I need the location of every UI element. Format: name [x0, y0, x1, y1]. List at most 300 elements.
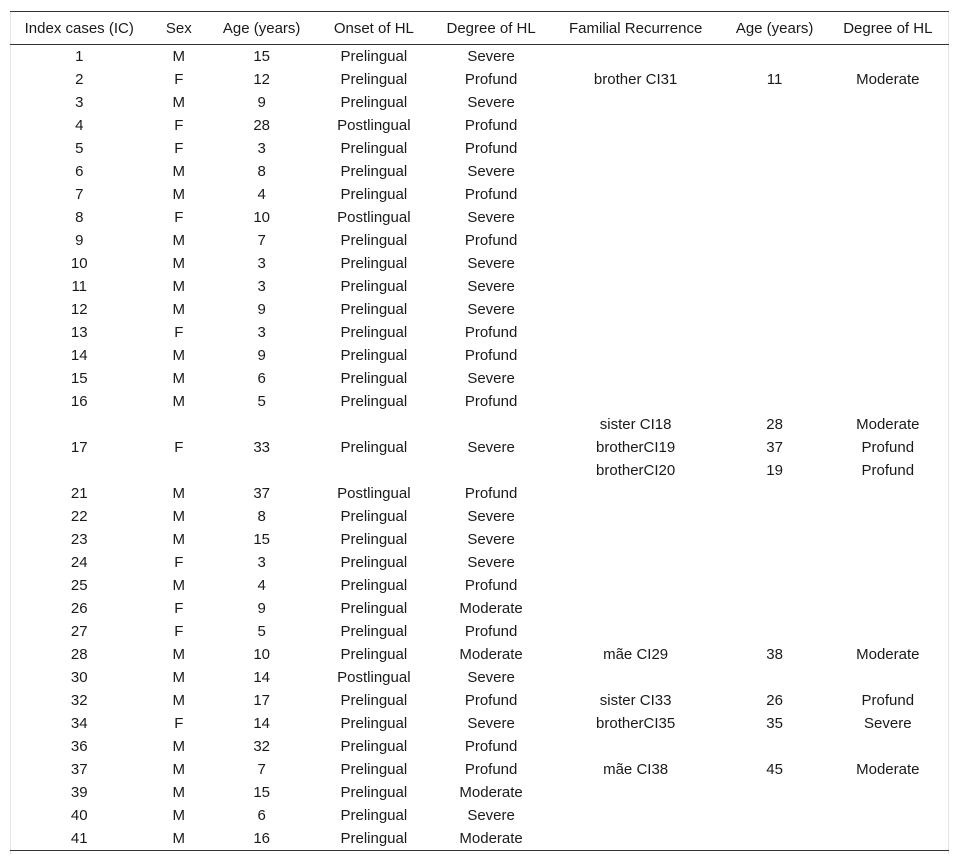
- cell-sex: M: [172, 761, 186, 778]
- cell-degree: Severe: [467, 508, 515, 525]
- cell-onset: Prelingual: [340, 71, 408, 88]
- cell-onset: Prelingual: [340, 347, 408, 364]
- cell-degree: Severe: [467, 531, 515, 548]
- cell-age: 4: [257, 186, 266, 203]
- cell-relative-age-group: [723, 482, 827, 505]
- cell-sex: F: [174, 715, 184, 732]
- cell-index-case: 8: [75, 209, 84, 226]
- cell-sex: M: [172, 370, 186, 387]
- cell-index-case: 16: [70, 393, 88, 410]
- cell-index-case: 9: [75, 232, 84, 249]
- cell-degree: Severe: [467, 163, 515, 180]
- cell-relative-degree-group: [827, 620, 949, 643]
- cell-relative-degree-group: [827, 114, 949, 137]
- cell-onset: Prelingual: [340, 48, 408, 65]
- cell-relative: sister CI18: [599, 416, 672, 433]
- cell-degree: Severe: [467, 439, 515, 456]
- cell-relative-degree-group: [827, 643, 949, 666]
- cell-age: 37: [253, 485, 270, 502]
- header-degree: Degree of HL: [433, 12, 548, 45]
- cell-relative-degree: Severe: [864, 715, 912, 732]
- cell-index-case: 41: [10, 827, 148, 851]
- cell-index-case: 34: [70, 715, 88, 732]
- cell-age: 6: [257, 370, 266, 387]
- cell-relative-degree: Profund: [861, 462, 915, 479]
- cell-degree: Severe: [467, 301, 515, 318]
- table-row: [10, 551, 949, 574]
- cell-index-case: 6: [75, 163, 84, 180]
- cell-relative-degree: Profund: [861, 439, 915, 456]
- cell-degree: Profund: [464, 692, 518, 709]
- cell-index-case: 13: [70, 324, 88, 341]
- cell-index-case: 37: [70, 761, 88, 778]
- cell-onset: Postlingual: [337, 669, 411, 686]
- cell-relative-age-group: [723, 804, 827, 827]
- cell-onset: Prelingual: [340, 94, 408, 111]
- cell-age: 15: [253, 531, 270, 548]
- cell-relative-age-group: [723, 91, 827, 114]
- table-row: [10, 735, 949, 758]
- cell-onset: Prelingual: [340, 508, 408, 525]
- cell-degree: Profund: [464, 738, 518, 755]
- cell-relative-group: [549, 827, 723, 851]
- table-row: [10, 528, 949, 551]
- cell-relative-degree-group: [827, 160, 949, 183]
- cell-sex: F: [174, 554, 184, 571]
- cell-relative-degree-group: [827, 574, 949, 597]
- cell-relative-age-group: [723, 68, 827, 91]
- cell-sex: F: [174, 623, 184, 640]
- cell-onset: Prelingual: [340, 393, 408, 410]
- cell-index-case: 4: [75, 117, 84, 134]
- table-row: [10, 367, 949, 390]
- cell-relative-age-group: [723, 252, 827, 275]
- cell-relative-age-group: [723, 45, 827, 69]
- cell-relative-age-group: [723, 574, 827, 597]
- cell-index-case: 1: [75, 48, 84, 65]
- cell-degree: Moderate: [459, 646, 523, 663]
- cell-age: 10: [253, 646, 270, 663]
- cell-degree: Moderate: [433, 827, 548, 851]
- cell-onset: Prelingual: [340, 439, 408, 456]
- cell-index-case: 5: [75, 140, 84, 157]
- cell-relative-degree-group: [827, 666, 949, 689]
- cell-sex: M: [148, 827, 209, 851]
- cell-relative-group: [549, 229, 723, 252]
- table-row: [10, 45, 949, 69]
- cell-relative-age-group: [723, 735, 827, 758]
- header-sex: Sex: [148, 12, 209, 45]
- cell-relative-degree-group: [827, 413, 949, 482]
- table-header: [10, 12, 949, 45]
- cell-relative-degree-group: [827, 183, 949, 206]
- cell-sex: F: [174, 71, 184, 88]
- cell-onset: Prelingual: [340, 692, 408, 709]
- cell-age: 16: [209, 827, 314, 851]
- cell-age: 14: [253, 669, 270, 686]
- cell-index-case: 27: [70, 623, 88, 640]
- table-row: [10, 275, 949, 298]
- cell-relative-degree-group: [827, 229, 949, 252]
- cell-onset: Postlingual: [337, 485, 411, 502]
- cell-degree: Profund: [464, 761, 518, 778]
- cell-relative: sister CI33: [599, 692, 672, 709]
- cell-degree: Severe: [467, 554, 515, 571]
- cell-sex: M: [172, 531, 186, 548]
- cell-relative-age-group: [723, 551, 827, 574]
- cell-relative-degree: Profund: [861, 692, 915, 709]
- table-row: [10, 758, 949, 781]
- table-row: [10, 666, 949, 689]
- cell-age: 9: [257, 301, 266, 318]
- cell-age: 8: [257, 163, 266, 180]
- cell-onset: Prelingual: [340, 623, 408, 640]
- cell-relative-group: [549, 620, 723, 643]
- header-index-cases: Index cases (IC): [10, 12, 148, 45]
- table-row: [10, 804, 949, 827]
- cell-index-case: 23: [70, 531, 88, 548]
- cell-relative-degree-group: [827, 206, 949, 229]
- cell-age: 4: [257, 577, 266, 594]
- cell-relative-degree-group: [827, 91, 949, 114]
- cell-relative-degree: Moderate: [856, 761, 920, 778]
- table-row: [10, 597, 949, 620]
- cell-relative-degree-group: [827, 367, 949, 390]
- cell-relative-degree-group: [827, 321, 949, 344]
- cell-index-case: 24: [70, 554, 88, 571]
- cell-relative-degree-group: [827, 735, 949, 758]
- cell-index-case: 25: [70, 577, 88, 594]
- cell-index-case: 40: [70, 807, 88, 824]
- cell-index-case: 12: [70, 301, 88, 318]
- cell-age: 28: [253, 117, 270, 134]
- cell-relative-degree-group: [827, 712, 949, 735]
- cell-relative-group: [549, 275, 723, 298]
- cell-relative: mãe CI29: [603, 646, 669, 663]
- cell-relative-age-group: [723, 413, 827, 482]
- table-row: [10, 344, 949, 367]
- table-container: [10, 11, 949, 851]
- cell-onset: Postlingual: [337, 209, 411, 226]
- cell-sex: F: [174, 140, 184, 157]
- cell-sex: M: [172, 784, 186, 801]
- cell-relative-group: [549, 735, 723, 758]
- cell-relative-age-group: [723, 321, 827, 344]
- table-row: [10, 643, 949, 666]
- cell-degree: Severe: [467, 278, 515, 295]
- cell-relative-group: [549, 367, 723, 390]
- cell-index-case: 11: [71, 278, 88, 295]
- cell-sex: M: [172, 163, 186, 180]
- cell-sex: F: [174, 324, 184, 341]
- table-row: [10, 574, 949, 597]
- cell-relative-group: [549, 551, 723, 574]
- header-familial-recurrence: Familial Recurrence: [549, 12, 723, 45]
- cell-relative-degree: Moderate: [856, 71, 920, 88]
- cell-sex: M: [172, 48, 186, 65]
- cell-age: 12: [253, 71, 270, 88]
- cell-onset: Prelingual: [340, 738, 408, 755]
- cell-degree: Severe: [467, 669, 515, 686]
- cell-relative-group: [549, 758, 723, 781]
- cell-sex: M: [172, 347, 186, 364]
- cell-onset: Prelingual: [340, 807, 408, 824]
- cell-degree: Severe: [467, 807, 515, 824]
- cell-sex: M: [172, 232, 186, 249]
- cell-index-case: 14: [70, 347, 88, 364]
- cell-relative-group: [549, 252, 723, 275]
- table-row: [10, 160, 949, 183]
- cell-age: 8: [257, 508, 266, 525]
- cell-sex: M: [172, 692, 186, 709]
- cell-age: 3: [257, 324, 266, 341]
- cell-sex: F: [174, 439, 184, 456]
- cell-relative-age-group: [723, 114, 827, 137]
- cell-degree: Profund: [464, 71, 518, 88]
- cell-relative-degree: Moderate: [856, 416, 920, 433]
- cell-relative-degree-group: [827, 551, 949, 574]
- cell-sex: M: [172, 301, 186, 318]
- cell-degree: Profund: [464, 623, 518, 640]
- cell-relative-degree-group: [827, 298, 949, 321]
- cell-relative-age-group: [723, 344, 827, 367]
- cell-relative: brotherCI35: [596, 715, 676, 732]
- cell-sex: M: [172, 577, 186, 594]
- cell-index-case: 15: [70, 370, 88, 387]
- cell-relative-age-group: [723, 712, 827, 735]
- cell-age: 32: [253, 738, 270, 755]
- table-row: [10, 620, 949, 643]
- cell-degree: Severe: [467, 370, 515, 387]
- cell-relative-group: [549, 482, 723, 505]
- cell-relative-age-group: [723, 160, 827, 183]
- cell-degree: Moderate: [459, 784, 523, 801]
- cell-relative-degree-group: [827, 505, 949, 528]
- cell-index-case: 7: [75, 186, 84, 203]
- cell-relative-group: [549, 712, 723, 735]
- cell-relative: brotherCI19: [596, 439, 676, 456]
- cell-sex: M: [172, 278, 186, 295]
- cell-relative-age-group: [723, 827, 827, 851]
- cell-age: 9: [257, 600, 266, 617]
- cell-relative-degree-group: [827, 68, 949, 91]
- cell-relative-degree-group: [827, 45, 949, 69]
- cell-index-case: 2: [75, 71, 84, 88]
- header-age: Age (years): [209, 12, 314, 45]
- cell-degree: Profund: [464, 186, 518, 203]
- cell-index-case: 39: [70, 784, 88, 801]
- cell-relative-group: [549, 160, 723, 183]
- cell-index-case: 28: [70, 646, 88, 663]
- cell-onset: Prelingual: [340, 646, 408, 663]
- cell-relative-degree-group: [827, 758, 949, 781]
- cell-relative-degree-group: [827, 390, 949, 413]
- cell-age: 9: [257, 347, 266, 364]
- cell-relative: mãe CI38: [603, 761, 669, 778]
- cell-relative-group: [549, 781, 723, 804]
- cell-relative-age-group: [723, 758, 827, 781]
- cell-onset: Prelingual: [340, 600, 408, 617]
- cell-index-case: 22: [70, 508, 88, 525]
- cell-index-case: 32: [70, 692, 88, 709]
- cell-age: 33: [253, 439, 270, 456]
- cell-sex: F: [174, 117, 184, 134]
- cell-relative-age-group: [723, 505, 827, 528]
- cell-age: 3: [257, 255, 266, 272]
- cell-onset: Prelingual: [340, 186, 408, 203]
- cell-onset: Prelingual: [340, 531, 408, 548]
- cell-relative-group: [549, 114, 723, 137]
- cell-relative-group: [549, 505, 723, 528]
- table-row: [10, 298, 949, 321]
- cell-relative-age-group: [723, 620, 827, 643]
- cell-relative-age-group: [723, 643, 827, 666]
- cell-age: 7: [257, 761, 266, 778]
- cell-relative-degree-group: [827, 275, 949, 298]
- cell-relative-group: [549, 574, 723, 597]
- cell-degree: Profund: [464, 140, 518, 157]
- table-row: [10, 413, 949, 482]
- cell-relative-degree-group: [827, 689, 949, 712]
- cell-relative-age-group: [723, 597, 827, 620]
- cell-age: 7: [257, 232, 266, 249]
- cell-degree: Severe: [467, 94, 515, 111]
- table-row: [10, 827, 949, 851]
- cell-degree: Severe: [467, 715, 515, 732]
- cell-onset: Prelingual: [340, 255, 408, 272]
- cell-relative-age-group: [723, 275, 827, 298]
- cell-relative-age: 35: [766, 715, 783, 732]
- cell-relative-degree-group: [827, 597, 949, 620]
- cell-index-case: 10: [70, 255, 88, 272]
- table-row: [10, 114, 949, 137]
- cell-relative-group: [549, 183, 723, 206]
- cell-relative-age-group: [723, 183, 827, 206]
- cell-onset: Postlingual: [337, 117, 411, 134]
- cell-degree: Profund: [464, 577, 518, 594]
- cell-relative-group: [549, 804, 723, 827]
- cell-onset: Prelingual: [340, 140, 408, 157]
- cell-relative-degree-group: [827, 804, 949, 827]
- cell-relative-group: [549, 321, 723, 344]
- cell-index-case: 26: [70, 600, 88, 617]
- cell-onset: Prelingual: [340, 715, 408, 732]
- cell-index-case: 30: [70, 669, 88, 686]
- cell-sex: F: [174, 209, 184, 226]
- table-row: [10, 390, 949, 413]
- table-row: [10, 252, 949, 275]
- cell-relative-age: 37: [766, 439, 783, 456]
- cell-degree: Profund: [464, 232, 518, 249]
- cell-age: 14: [253, 715, 270, 732]
- cell-onset: Prelingual: [340, 301, 408, 318]
- cell-degree: Profund: [464, 117, 518, 134]
- table-row: [10, 206, 949, 229]
- cell-degree: Profund: [464, 324, 518, 341]
- cell-age: 5: [257, 623, 266, 640]
- cell-onset: Prelingual: [340, 554, 408, 571]
- cell-index-case: 17: [70, 439, 88, 456]
- cell-relative-group: [549, 45, 723, 69]
- cell-sex: M: [172, 393, 186, 410]
- cell-relative-degree: Moderate: [856, 646, 920, 663]
- cell-relative-group: [549, 206, 723, 229]
- cell-relative-age-group: [723, 528, 827, 551]
- cell-relative-degree-group: [827, 781, 949, 804]
- cell-relative-degree-group: [827, 482, 949, 505]
- cell-relative-age-group: [723, 206, 827, 229]
- cell-relative-group: [549, 344, 723, 367]
- cell-relative-group: [549, 137, 723, 160]
- cell-onset: Prelingual: [314, 827, 433, 851]
- cell-onset: Prelingual: [340, 577, 408, 594]
- cell-relative-degree-group: [827, 344, 949, 367]
- cell-relative-group: [549, 390, 723, 413]
- cell-relative-age-group: [723, 689, 827, 712]
- table-row: [10, 68, 949, 91]
- cell-relative-age-group: [723, 666, 827, 689]
- cell-index-case: 21: [70, 485, 88, 502]
- table-row: [10, 91, 949, 114]
- cell-sex: F: [174, 600, 184, 617]
- cell-relative-age-group: [723, 229, 827, 252]
- table-row: [10, 689, 949, 712]
- header-relative-degree: Degree of HL: [827, 12, 949, 45]
- cell-degree: Profund: [464, 485, 518, 502]
- table-row: [10, 137, 949, 160]
- cell-sex: M: [172, 669, 186, 686]
- cell-relative-age: 38: [766, 646, 783, 663]
- cell-degree: Profund: [464, 393, 518, 410]
- cell-relative-age-group: [723, 781, 827, 804]
- cell-age: 9: [257, 94, 266, 111]
- cell-relative-group: [549, 298, 723, 321]
- table-row: [10, 505, 949, 528]
- cell-onset: Prelingual: [340, 163, 408, 180]
- cell-sex: M: [172, 508, 186, 525]
- table-row: [10, 482, 949, 505]
- cell-relative-degree-group: [827, 137, 949, 160]
- cell-onset: Prelingual: [340, 761, 408, 778]
- cell-degree: Severe: [467, 209, 515, 226]
- cell-sex: M: [172, 186, 186, 203]
- cell-degree: Moderate: [459, 600, 523, 617]
- table-row: [10, 321, 949, 344]
- cell-relative-degree-group: [827, 528, 949, 551]
- cell-sex: M: [172, 485, 186, 502]
- cell-relative-age-group: [723, 137, 827, 160]
- cell-onset: Prelingual: [340, 232, 408, 249]
- cell-age: 6: [257, 807, 266, 824]
- cell-relative-group: [549, 689, 723, 712]
- table-row: [10, 229, 949, 252]
- cell-onset: Prelingual: [340, 324, 408, 341]
- cell-relative-group: [549, 643, 723, 666]
- table-row: [10, 712, 949, 735]
- cell-sex: M: [172, 807, 186, 824]
- cell-sex: M: [172, 646, 186, 663]
- cell-sex: M: [172, 94, 186, 111]
- cell-relative: brother CI31: [593, 71, 678, 88]
- cell-relative-age-group: [723, 367, 827, 390]
- cell-relative-group: [549, 68, 723, 91]
- hearing-loss-table: [10, 11, 949, 851]
- cell-sex: M: [172, 255, 186, 272]
- cell-relative-group: [549, 528, 723, 551]
- cell-onset: Prelingual: [340, 370, 408, 387]
- cell-age: 3: [257, 278, 266, 295]
- cell-relative-degree-group: [827, 252, 949, 275]
